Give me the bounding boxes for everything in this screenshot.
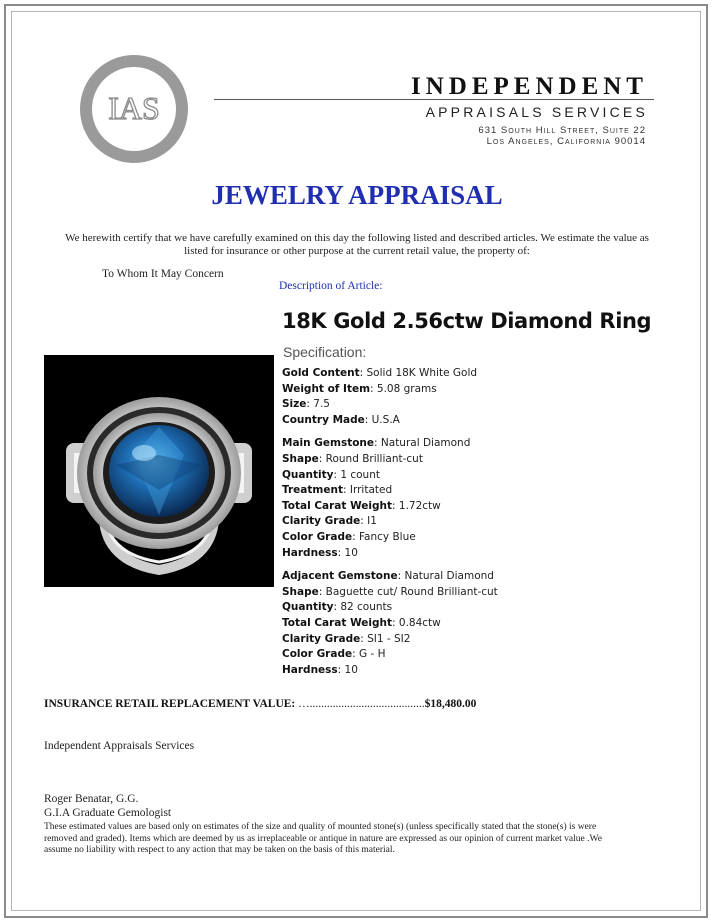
recipient: To Whom It May Concern <box>102 268 224 280</box>
logo-arc-text: Appraisal <box>108 127 160 145</box>
adjacent-gemstone-specs <box>282 569 498 678</box>
spec-row: Total Carat Weight: 0.84ctw <box>282 616 441 629</box>
ring-photo <box>44 355 274 587</box>
spec-row: Quantity: 82 counts <box>282 601 393 614</box>
description-label: Description of Article: <box>279 280 383 292</box>
ias-logo <box>78 53 190 165</box>
main-gemstone-specs <box>282 436 498 561</box>
spec-row: Quantity: 1 count <box>282 468 380 481</box>
spec-row: Country Made: U.S.A <box>282 413 400 426</box>
specification-list <box>282 366 498 678</box>
spec-row: Weight of Item: 5.08 grams <box>282 382 437 395</box>
spec-row: Gold Content: Solid 18K White Gold <box>282 367 478 379</box>
spec-row: Adjacent Gemstone: Natural Diamond <box>282 570 494 583</box>
address-line-2: Los Angeles, California 90014 <box>486 136 646 147</box>
spec-row: Shape: Round Brilliant-cut <box>282 452 423 465</box>
signer-name: Roger Benatar, G.G. <box>44 793 139 805</box>
insurance-value: $18,480.00 <box>424 698 477 710</box>
leader-dots: …........................................ <box>298 698 425 710</box>
signer-title: G.I.A Graduate Gemologist <box>44 807 172 819</box>
item-title: 18K Gold 2.56ctw Diamond Ring <box>282 309 652 333</box>
spec-row: Treatment: Irritated <box>282 484 393 497</box>
disclaimer-text: These estimated values are based only on estimates of the size and quality of mounted stone(s) (unless specifically stated that the stone(s) is were removed and graded). Items which are deemed by us as irreplaceable or antique in nature are expressed as our opinion of current market value .We assume no liability with respect to any action that may be taken on the basis of this material. <box>44 822 602 855</box>
company-name: Independent Appraisals Services <box>44 740 195 752</box>
brand-subtitle: APPRAISALS SERVICES <box>425 104 648 120</box>
specification-label: Specification: <box>283 344 367 360</box>
spec-row: Color Grade: Fancy Blue <box>282 530 416 543</box>
metal-specs <box>282 366 498 428</box>
spec-row: Shape: Baguette cut/ Round Brilliant-cut <box>282 585 498 598</box>
spec-row: Main Gemstone: Natural Diamond <box>282 437 471 450</box>
spec-row: Clarity Grade: I1 <box>282 515 377 528</box>
insurance-label: INSURANCE RETAIL REPLACEMENT VALUE: <box>44 698 296 710</box>
page-title: JEWELRY APPRAISAL <box>211 180 503 210</box>
spec-row: Hardness: 10 <box>282 663 358 676</box>
certification-text: We herewith certify that we have carefully examined on this day the following listed and described articles. We estimate the value as listed for insurance or other purpose at the current retail value, the property of: <box>65 232 649 257</box>
address-line-1: 631 South Hill Street, Suite 22 <box>478 125 646 136</box>
spec-row: Hardness: 10 <box>282 546 358 559</box>
spec-row: Total Carat Weight: 1.72ctw <box>282 499 441 512</box>
spec-row: Clarity Grade: SI1 - SI2 <box>282 632 411 645</box>
brand-name: INDEPENDENT <box>411 73 648 100</box>
spec-row: Size: 7.5 <box>282 398 330 411</box>
spec-row: Color Grade: G - H <box>282 648 386 661</box>
insurance-value-line <box>44 698 476 710</box>
logo-monogram: IAS <box>108 90 160 126</box>
